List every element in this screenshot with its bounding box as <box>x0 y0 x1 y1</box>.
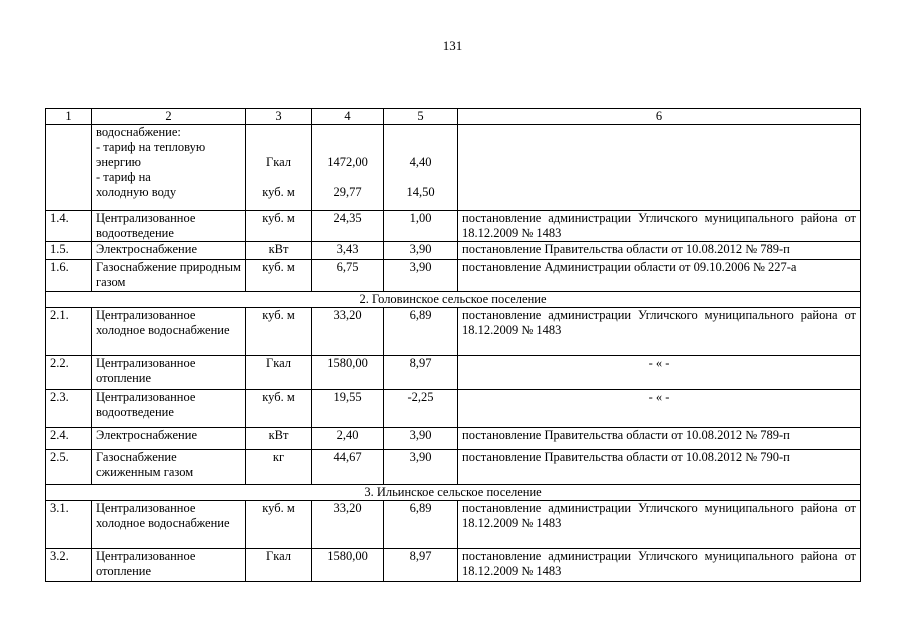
row-number-cell: 1.6. <box>46 260 92 292</box>
section-title: 3. Ильинское сельское поселение <box>46 485 861 501</box>
value-line: 29,77 <box>333 185 362 199</box>
section-row <box>46 485 861 501</box>
growth-percent-cell: 6,89 <box>384 501 458 549</box>
value-line <box>388 125 453 140</box>
row-number-cell: 2.4. <box>46 428 92 450</box>
value-line <box>316 125 379 140</box>
legal-basis-cell: постановление администрации Угличского муниципального района от 18.12.2009 № 1483 <box>458 501 861 549</box>
growth-percent-cell: 8,97 <box>384 356 458 390</box>
header-cell: 5 <box>384 109 458 125</box>
service-name-cell: Централизованное водоотведение <box>92 390 246 428</box>
unit-line: куб. м <box>262 185 295 199</box>
table-row <box>46 450 861 485</box>
unit-cell: кг <box>246 450 312 485</box>
table-row <box>46 308 861 356</box>
unit-line <box>250 125 307 140</box>
service-name-cell: Электроснабжение <box>92 428 246 450</box>
growth-percent-cell: -2,25 <box>384 390 458 428</box>
tariff-value-cell: 33,20 <box>312 501 384 549</box>
value-line <box>316 170 379 185</box>
row-number-cell: 2.3. <box>46 390 92 428</box>
service-name-line: - тариф на <box>96 170 151 184</box>
unit-cell: кВт <box>246 242 312 260</box>
legal-basis-cell: постановление Правительства области от 10.08.2012 № 790-п <box>458 450 861 485</box>
unit-cell: Гкал <box>246 356 312 390</box>
header-cell: 6 <box>458 109 861 125</box>
service-name-line: холодную воду <box>96 185 177 199</box>
tariff-value-cell: 3,43 <box>312 242 384 260</box>
unit-cell: куб. м <box>246 308 312 356</box>
tariff-value-cell: 33,20 <box>312 308 384 356</box>
header-cell: 2 <box>92 109 246 125</box>
growth-percent-cell: 8,97 <box>384 549 458 582</box>
value-line: 4,40 <box>409 155 432 169</box>
growth-percent-cell: 3,90 <box>384 428 458 450</box>
row-number-cell: 1.4. <box>46 211 92 242</box>
legal-basis-cell: - « - <box>458 356 861 390</box>
growth-percent-cell: 1,00 <box>384 211 458 242</box>
tariff-value-cell: 24,35 <box>312 211 384 242</box>
row-number-cell: 3.2. <box>46 549 92 582</box>
service-name-line: водоснабжение: <box>96 125 181 139</box>
tariff-value-cell: 19,55 <box>312 390 384 428</box>
header-cell: 1 <box>46 109 92 125</box>
tariff-value-cell <box>312 125 384 211</box>
tariff-table <box>45 108 861 582</box>
service-name-cell: Централизованное водоотведение <box>92 211 246 242</box>
service-name-cell: Газоснабжение природным газом <box>92 260 246 292</box>
unit-cell: куб. м <box>246 501 312 549</box>
row-number-cell: 2.2. <box>46 356 92 390</box>
row-number-cell <box>46 125 92 211</box>
service-name-cell: Централизованное холодное водоснабжение <box>92 501 246 549</box>
table-row <box>46 356 861 390</box>
service-name-cell <box>92 125 246 211</box>
row-number-cell: 1.5. <box>46 242 92 260</box>
tariff-value-cell: 6,75 <box>312 260 384 292</box>
value-line <box>388 140 453 155</box>
row-number-cell: 3.1. <box>46 501 92 549</box>
value-line: 14,50 <box>406 185 435 199</box>
legal-basis-cell: постановление Правительства области от 10.08.2012 № 789-п <box>458 428 861 450</box>
row-number-cell: 2.5. <box>46 450 92 485</box>
page-number: 131 <box>442 38 463 53</box>
section-title: 2. Головинское сельское поселение <box>46 292 861 308</box>
service-name-line: энергию <box>96 155 142 169</box>
header-cell: 3 <box>246 109 312 125</box>
table-row <box>46 242 861 260</box>
legal-basis-cell: постановление администрации Угличского муниципального района от 18.12.2009 № 1483 <box>458 308 861 356</box>
unit-cell: Гкал <box>246 549 312 582</box>
table-row <box>46 390 861 428</box>
unit-line: Гкал <box>265 155 291 169</box>
header-row <box>46 109 861 125</box>
service-name-cell: Централизованное отопление <box>92 549 246 582</box>
service-name-line: - тариф на тепловую <box>96 140 206 154</box>
table-row <box>46 125 861 211</box>
tariff-value-cell: 1580,00 <box>312 549 384 582</box>
unit-cell: куб. м <box>246 211 312 242</box>
table-row <box>46 428 861 450</box>
growth-percent-cell: 3,90 <box>384 242 458 260</box>
unit-line <box>250 170 307 185</box>
legal-basis-cell <box>458 125 861 211</box>
row-number-cell: 2.1. <box>46 308 92 356</box>
service-name-cell: Централизованное отопление <box>92 356 246 390</box>
table-row <box>46 260 861 292</box>
service-name-cell: Электроснабжение <box>92 242 246 260</box>
legal-basis-cell: постановление администрации Угличского муниципального района от 18.12.2009 № 1483 <box>458 549 861 582</box>
growth-percent-cell: 3,90 <box>384 260 458 292</box>
header-cell: 4 <box>312 109 384 125</box>
table-row <box>46 501 861 549</box>
unit-cell: куб. м <box>246 260 312 292</box>
growth-percent-cell: 6,89 <box>384 308 458 356</box>
unit-line <box>250 140 307 155</box>
growth-percent-cell: 3,90 <box>384 450 458 485</box>
legal-basis-cell: постановление Администрации области от 09.10.2006 № 227-а <box>458 260 861 292</box>
tariff-value-cell: 1580,00 <box>312 356 384 390</box>
legal-basis-cell: постановление администрации Угличского муниципального района от 18.12.2009 № 1483 <box>458 211 861 242</box>
table-row <box>46 211 861 242</box>
unit-cell <box>246 125 312 211</box>
tariff-value-cell: 44,67 <box>312 450 384 485</box>
service-name-cell: Централизованное холодное водоснабжение <box>92 308 246 356</box>
legal-basis-cell: - « - <box>458 390 861 428</box>
legal-basis-cell: постановление Правительства области от 10.08.2012 № 789-п <box>458 242 861 260</box>
growth-percent-cell <box>384 125 458 211</box>
unit-cell: куб. м <box>246 390 312 428</box>
value-line <box>316 140 379 155</box>
service-name-cell: Газоснабжение сжиженным газом <box>92 450 246 485</box>
table-row <box>46 549 861 582</box>
tariff-value-cell: 2,40 <box>312 428 384 450</box>
value-line <box>388 170 453 185</box>
value-line: 1472,00 <box>327 155 368 169</box>
section-row <box>46 292 861 308</box>
unit-cell: кВт <box>246 428 312 450</box>
